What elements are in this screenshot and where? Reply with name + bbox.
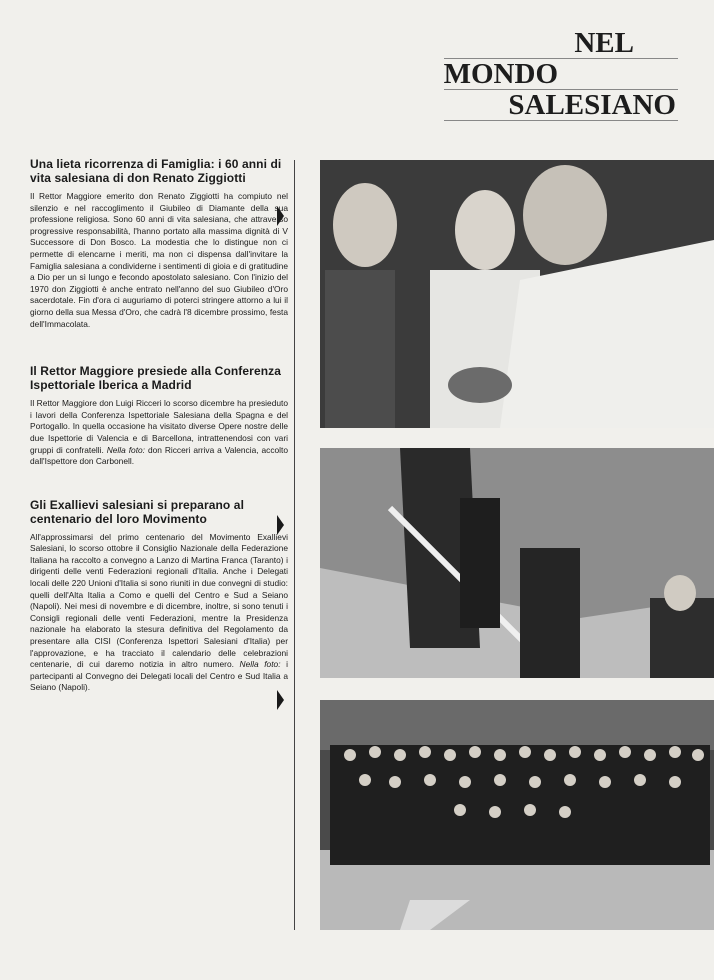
photo-delegates-group [320, 700, 714, 930]
photo-caption: don Ricceri arriva a Valencia, accolto dall'Ispettore don Carbonell. [30, 444, 289, 467]
arrow-marker-icon [277, 206, 284, 226]
arrow-marker-icon [277, 515, 284, 535]
article-title: Il Rettor Maggiore presiede alla Conferenza Ispettoriale Iberica a Madrid [30, 364, 282, 393]
text-column [30, 157, 288, 714]
article-title: Una lieta ricorrenza di Famiglia: i 60 anni di vita salesiana di don Renato Ziggiotti [30, 157, 282, 185]
article-body-text: Il Rettor Maggiore don Luigi Ricceri lo scorso dicembre ha presieduto i lavori della Conferenza Ispettoriale Salesiana della Spagna e del Portogallo. In quella occasione ha visitato diverse Opere nostre delle due Ispettorie di Valencia e di Barcellona, intrattenendosi con vari gruppi di confratelli. [30, 398, 288, 455]
photo-ziggiotti-ceremony [320, 160, 714, 428]
article-body [30, 532, 288, 694]
column-divider [294, 160, 295, 930]
photo-arrival-valencia [320, 448, 714, 678]
article-body-text: All'approssimarsi del primo centenario del Movimento Exallievi Salesiani, lo scorso ottobre il Consiglio Nazionale della Federazione Italiana ha raccolto a convegno a Lanzo di Martina Franca (Taranto) i dirigenti delle venti Federazioni regionali d'Italia. Anche i Delegati locali delle 220 Unioni d'Italia si sono riuniti in due convegni di studio: quelli dell'Alta Italia a Como e quelli del Centro e Sud a Seiano (Napoli). Nei mesi di novembre e di dicembre, inoltre, si sono tenuti i Consigli regionali delle venti Federazioni, mentre la Presidenza nazionale ha elaborato la stesura definitiva del Regolamento da presentare alla CISI (Conferenza Ispettori Salesiani d'Italia) per l'approvazione, e ha tracciato il calendario delle celebrazioni centenarie, di cui daremo notizia in altro numero. [30, 531, 288, 670]
article-exallievi [30, 498, 288, 694]
section-masthead [444, 28, 678, 121]
photo-group-illustration [320, 700, 714, 930]
article-madrid [30, 364, 288, 468]
masthead-line-3: SALESIANO [444, 89, 678, 121]
article-body [30, 398, 288, 468]
arrow-marker-icon [277, 690, 284, 710]
photo-ziggiotti-illustration [320, 160, 714, 428]
photo-arrival-illustration [320, 448, 714, 678]
masthead-line-1: NEL [574, 27, 634, 59]
article-body: Il Rettor Maggiore emerito don Renato Ziggiotti ha compiuto nel silenzio e nel raccoglimento il Giubileo di Diamante della sua professione religiosa. Sono 60 anni di vita salesiana, che attraverso progressive responsabilità, l'hanno portato alla massima dignità di V Successore di Don Bosco. La modestia che lo distingue non ci permette di elencarne i meriti, ma non ci dispensa dall'invitare la Famiglia salesiana a condividerne i sentimenti di gioia e di gratitudine a Dio per un sì lungo e fecondo apostolato salesiano. Con l'inizio del 1970 don Ziggiotti è anche entrato nell'anno del suo Giubileo d'Oro sacerdotale. Fin d'ora ci auguriamo di poterci stringere attorno a lui il giorno della sua Messa d'Oro, che cadrà l'8 dicembre prossimo, festa dell'Immacolata. [30, 191, 288, 329]
article-title: Gli Exallievi salesiani si preparano al centenario del loro Movimento [30, 497, 245, 526]
article-ziggiotti [30, 157, 288, 330]
photo-caption: i partecipanti al Convegno dei Delegati locali del Centro e Sud Italia a Seiano (Napoli). [30, 659, 288, 693]
masthead-line-2: MONDO [444, 58, 678, 89]
caption-label: Nella foto: [106, 444, 146, 455]
caption-label: Nella foto: [239, 659, 281, 670]
